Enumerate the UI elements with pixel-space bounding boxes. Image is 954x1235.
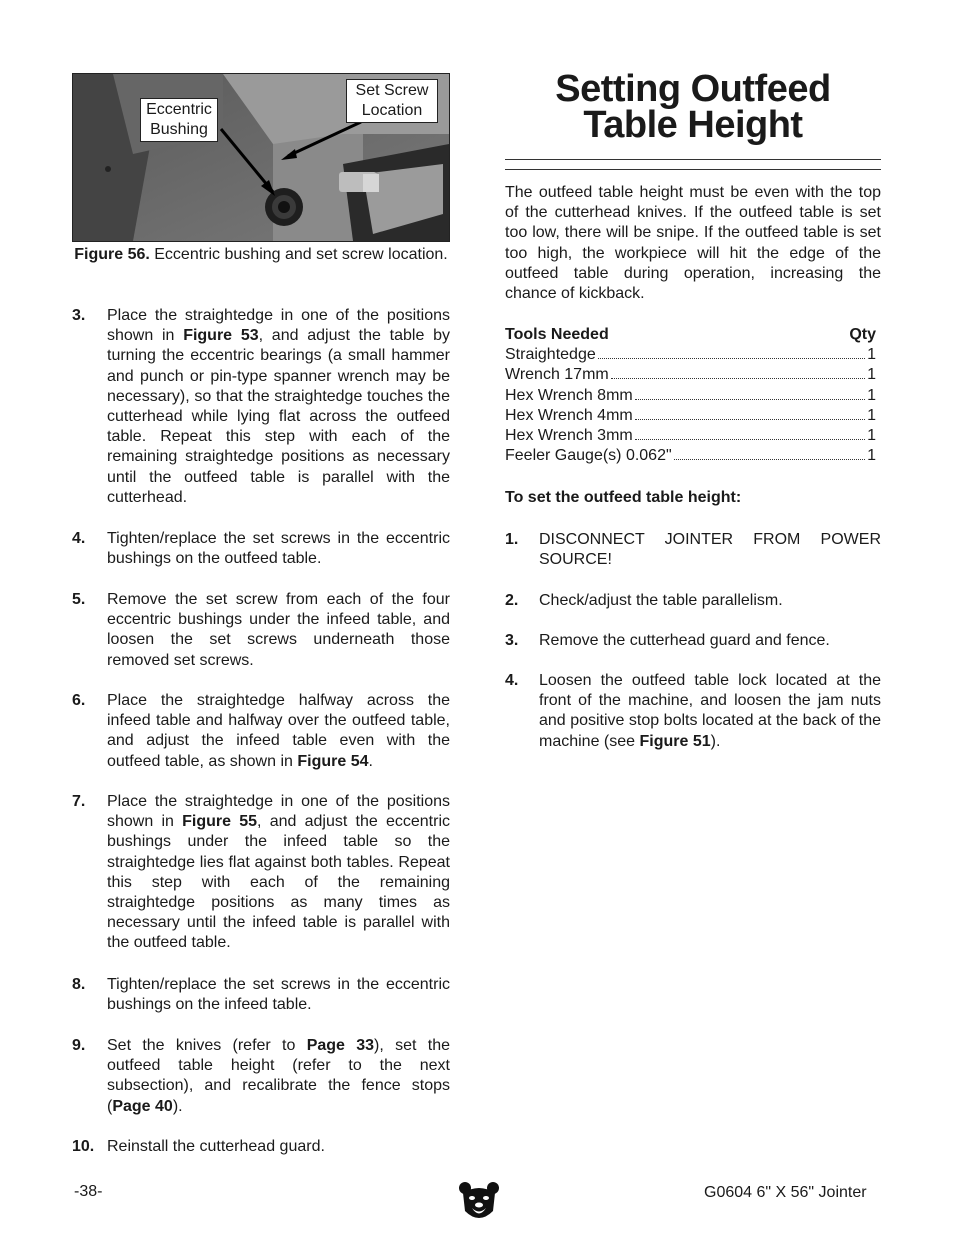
step-reference: Figure 51: [639, 732, 711, 750]
figure-caption: [72, 244, 450, 265]
step-2: [72, 590, 450, 671]
step-text-part: Check/adjust the table parallelism.: [539, 592, 783, 609]
bear-head-icon: [459, 1181, 499, 1223]
step-text-part: .: [368, 752, 373, 770]
tool-row: [505, 365, 876, 385]
step-number: 6.: [72, 692, 86, 709]
leader-dots: [635, 439, 865, 440]
tool-row: [505, 426, 876, 446]
step-text-part: Place the straightedge in one of the positions shown in: [107, 793, 450, 831]
tools-needed-list: [505, 325, 876, 466]
step-number: 3.: [72, 307, 86, 324]
tool-qty: 1: [867, 386, 876, 404]
tool-qty: 1: [867, 406, 876, 424]
step-text-part: DISCONNECT JOINTER FROM POWER SOURCE!: [539, 531, 881, 569]
tool-name: Hex Wrench 8mm: [505, 386, 633, 404]
step-text: [107, 590, 450, 671]
step-text-part: Remove the cutterhead guard and fence.: [539, 632, 830, 649]
step-text-part: Reinstall the cutterhead guard.: [107, 1138, 325, 1155]
step-text: [107, 975, 450, 1015]
step-4: [72, 792, 450, 954]
step-text-part: , and adjust the table by turning the eccentric bearings (a small hammer and punch or pin-type spanner wrench may be necessary), so that the straightedge touches the cutterhead while lying flat across the outfeed table. Repeat this step with each of the remaining straightedge positions as necessary until the outfeed table is parallel with the cutterhead.: [107, 327, 450, 506]
step-reference: Figure 53: [183, 327, 259, 345]
step-reference: Figure 54: [297, 752, 369, 770]
step-text: [107, 1036, 450, 1117]
step-text-part: Tighten/replace the set screws in the eccentric bushings on the infeed table.: [107, 976, 450, 1014]
tool-row: [505, 345, 876, 365]
step-reference: Page 40: [112, 1097, 173, 1115]
step-number: 1.: [505, 531, 519, 548]
leader-dots: [611, 378, 865, 379]
tool-name: Hex Wrench 3mm: [505, 427, 633, 445]
step-text-part: Place the straightedge in one of the positions shown in: [107, 307, 450, 345]
tools-header-label: Tools Needed: [505, 326, 609, 343]
callout-set-screw-location: Set Screw Location: [346, 79, 438, 123]
step-7: [72, 1137, 450, 1157]
tool-row: [505, 406, 876, 426]
step-2: [505, 631, 881, 651]
section-title: Setting Outfeed Table Height: [555, 68, 831, 146]
tools-header: [505, 325, 876, 345]
step-text-part: ), set the outfeed table height (refer to the next subsection), and recalibrate the fence stops (: [107, 1037, 451, 1115]
step-text: [107, 1137, 450, 1157]
step-number: 10.: [72, 1138, 95, 1155]
tool-qty: 1: [867, 346, 876, 364]
tool-qty: 1: [867, 366, 876, 384]
step-3: [72, 691, 450, 772]
step-1: [72, 529, 450, 569]
leader-dots: [674, 459, 865, 460]
intro-paragraph: The outfeed table height must be even with the top of the cutterhead knives. If the outfeed table is set too low, there will be snipe. If the outfeed table is set too high, the workpiece will hit the edge of the outfeed table during operation, increasing the chance of kickback.: [505, 184, 881, 303]
step-text-part: Tighten/replace the set screws in the eccentric bushings on the outfeed table.: [107, 530, 450, 568]
step-text: [539, 591, 881, 611]
step-reference: Page 33: [306, 1037, 375, 1054]
figure-56-photo: [72, 73, 450, 242]
tool-qty: 1: [867, 447, 876, 465]
step-text: [539, 530, 881, 570]
step-text-part: ).: [172, 1097, 183, 1115]
leader-dots: [598, 358, 865, 359]
step-text: [539, 671, 881, 752]
step-number: 7.: [72, 793, 86, 810]
title-rule-top: [505, 159, 881, 160]
step-text-part: Set the knives (refer to: [107, 1037, 307, 1054]
tool-qty: 1: [867, 427, 876, 445]
caption-text: Eccentric bushing and set screw location.: [149, 246, 448, 263]
step-text-part: ).: [710, 732, 721, 750]
tool-name: Feeler Gauge(s) 0.062": [505, 447, 672, 465]
step-text: [107, 306, 450, 508]
leader-dots: [635, 419, 865, 420]
step-number: 8.: [72, 976, 86, 993]
step-3: [505, 671, 881, 752]
step-0: [505, 530, 881, 570]
step-6: [72, 1036, 450, 1117]
step-text: [107, 529, 450, 569]
step-number: 4.: [505, 672, 519, 689]
title-rule-bottom: [505, 169, 881, 170]
procedure-subhead: To set the outfeed table height:: [505, 489, 742, 506]
tool-name: Wrench 17mm: [505, 366, 609, 384]
caption-label: Figure 56.: [74, 246, 150, 263]
step-0: [72, 306, 450, 508]
step-text-part: Loosen the outfeed table lock located at the front of the machine, and loosen the jam nuts and positive stop bolts located at the back of the machine (see: [539, 672, 881, 750]
step-text-part: Place the straightedge halfway across the infeed table and halfway over the outfeed table, and adjust the infeed table even with the outfeed table, as shown in: [107, 692, 450, 770]
step-text: [107, 792, 450, 954]
step-reference: Figure 55: [182, 813, 258, 831]
tools-header-qty: Qty: [849, 326, 876, 343]
tool-row: [505, 446, 876, 466]
step-text: [539, 631, 881, 651]
tool-row: [505, 386, 876, 406]
step-number: 4.: [72, 530, 86, 547]
step-number: 5.: [72, 591, 86, 608]
step-1: [505, 591, 881, 611]
leader-dots: [635, 399, 865, 400]
step-number: 2.: [505, 592, 519, 609]
page-number: -38-: [74, 1183, 103, 1200]
tool-name: Straightedge: [505, 346, 596, 364]
step-text-part: , and adjust the eccentric bushings under the infeed table so the straightedge lies flat against both tables. Repeat this step with each of the remaining straightedge positions as many times as necessary until the infeed table is parallel with the outfeed table.: [107, 813, 451, 952]
footer-model: G0604 6" X 56" Jointer: [704, 1184, 867, 1201]
step-number: 9.: [72, 1037, 86, 1054]
tool-name: Hex Wrench 4mm: [505, 406, 633, 424]
step-number: 3.: [505, 632, 519, 649]
step-text-part: Remove the set screw from each of the four eccentric bushings under the infeed table, and loosen the set screws underneath those removed set screws.: [107, 591, 450, 669]
step-5: [72, 975, 450, 1015]
step-text: [107, 691, 450, 772]
callout-eccentric-bushing: Eccentric Bushing: [140, 98, 218, 142]
